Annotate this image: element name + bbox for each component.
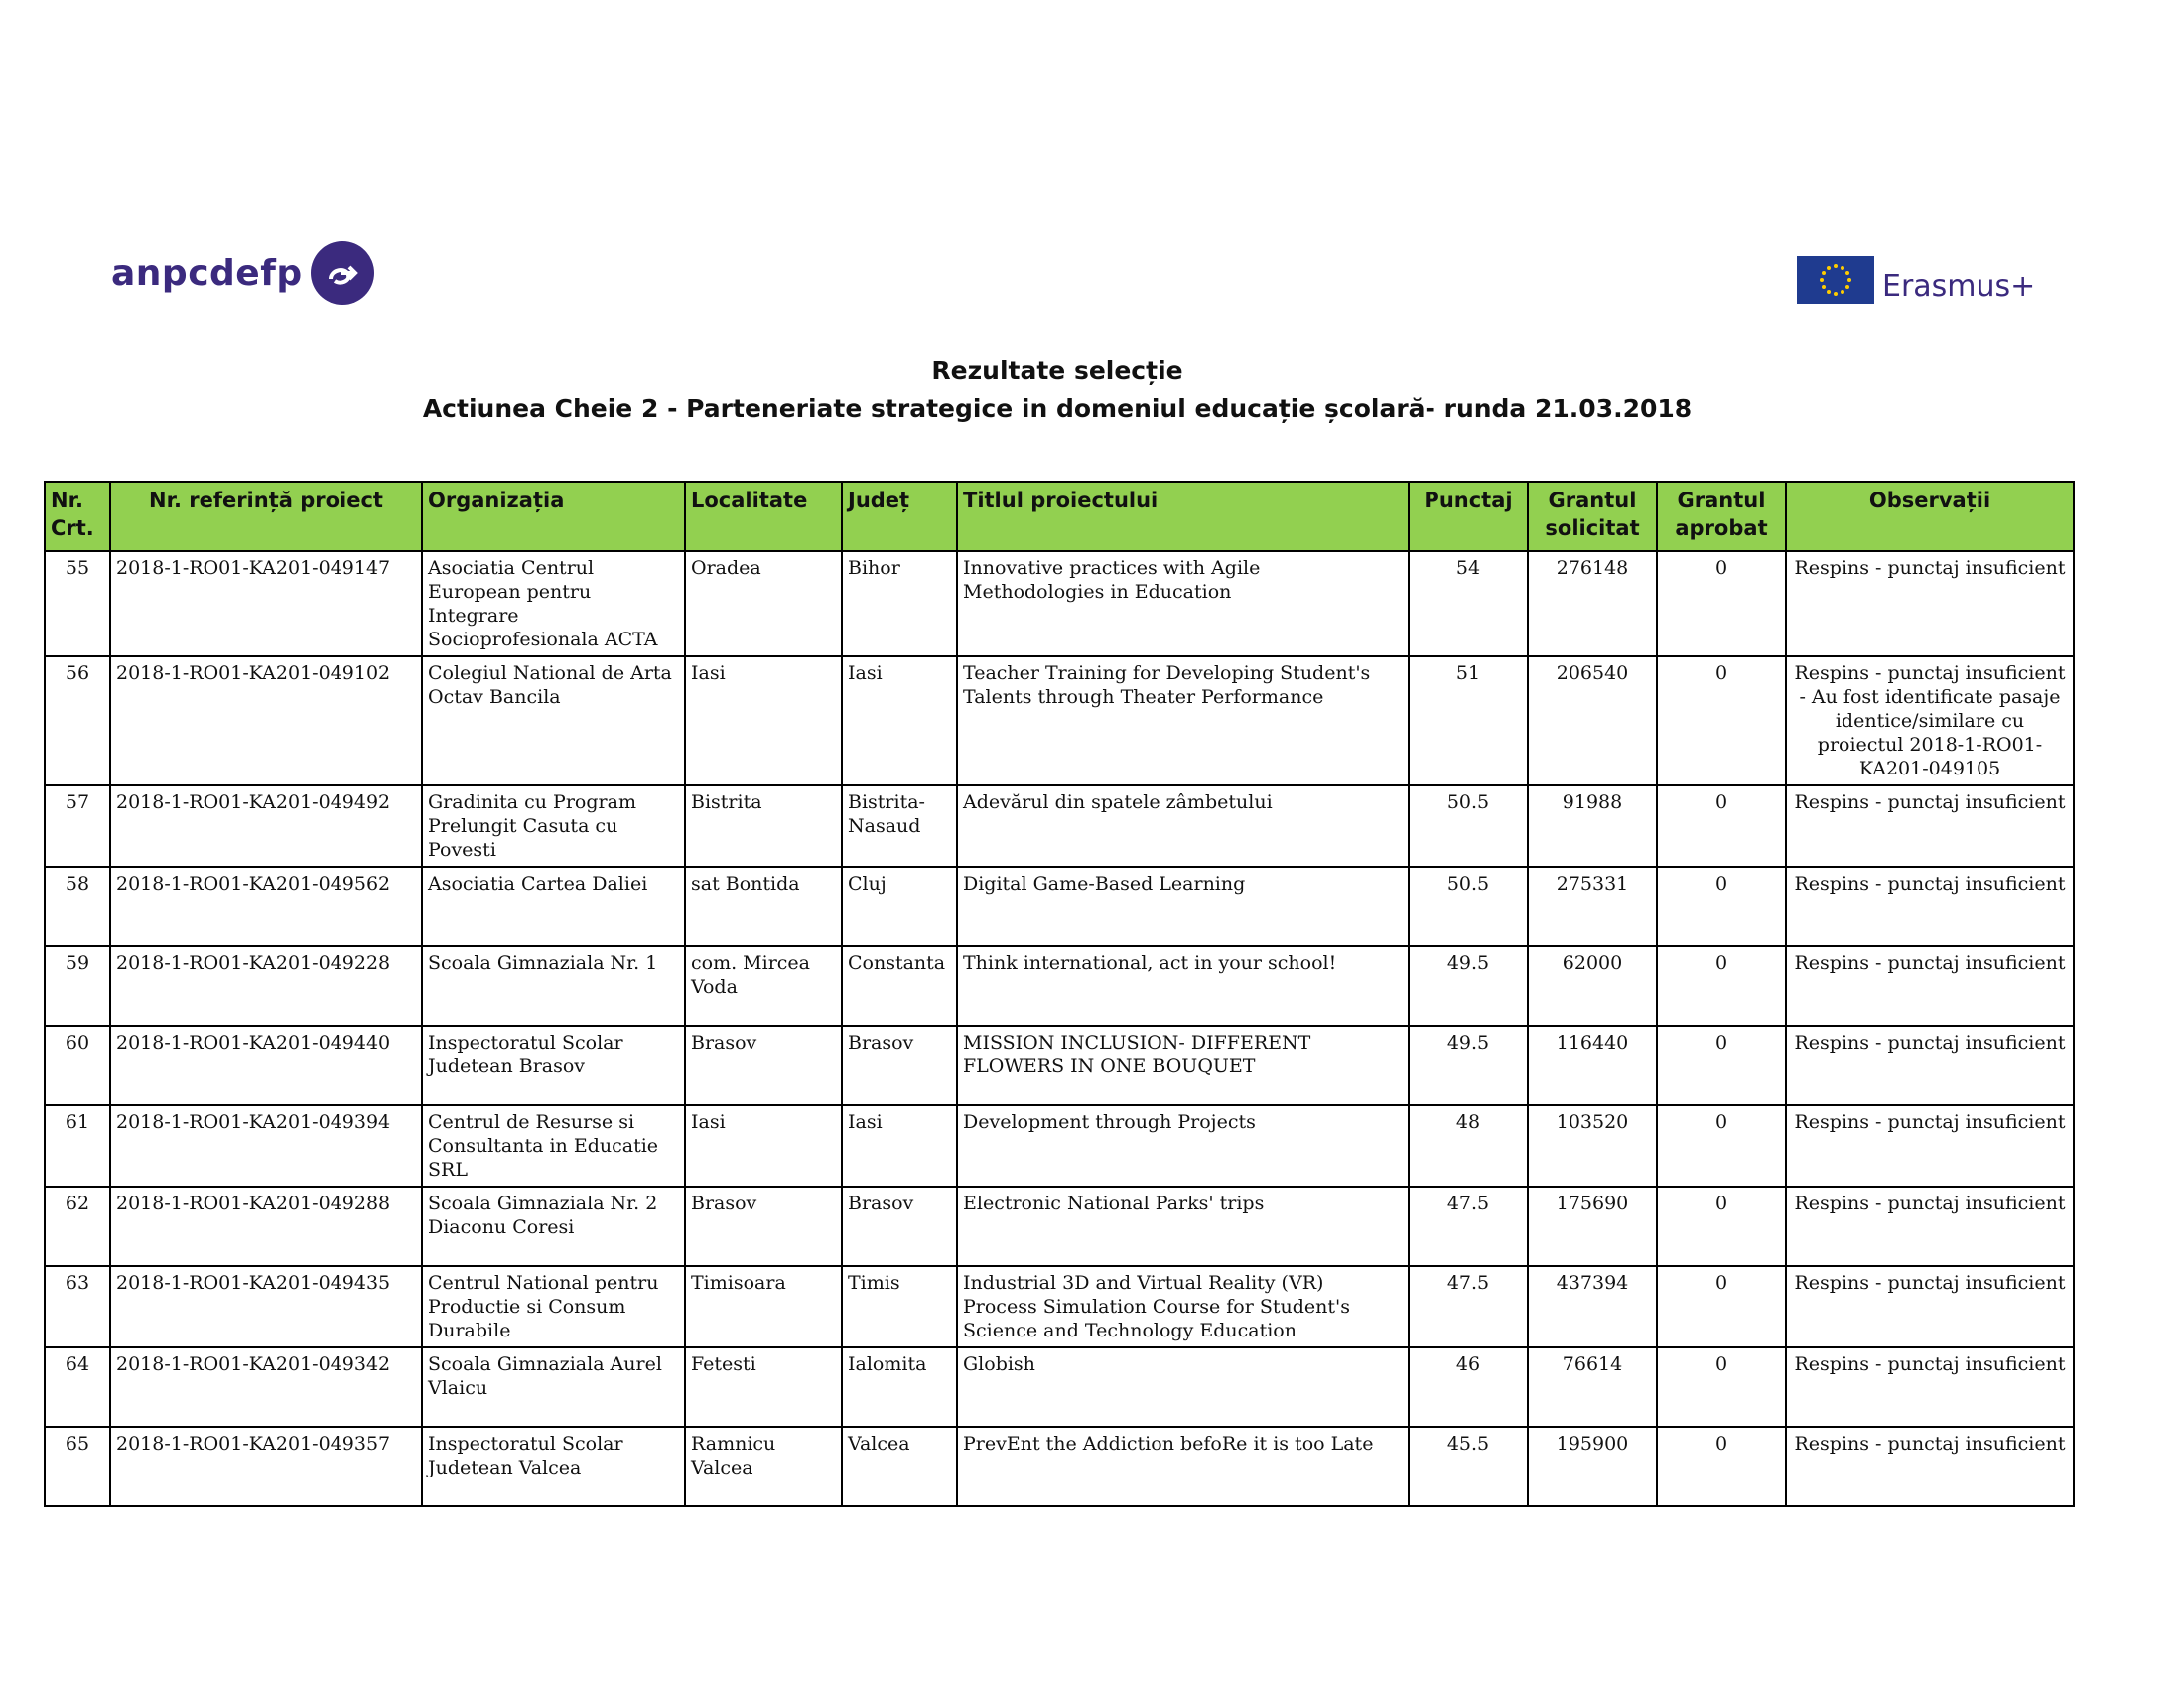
cell-titlu: MISSION INCLUSION- DIFFERENT FLOWERS IN ONE BOUQUET	[957, 1026, 1409, 1105]
cell-aprobat: 0	[1657, 867, 1786, 946]
cell-solicitat: 103520	[1528, 1105, 1657, 1187]
col-header-nr: Nr. Crt.	[45, 482, 110, 551]
table-row	[45, 1187, 2074, 1266]
cell-jud: Bihor	[842, 551, 957, 656]
cell-loc: Fetesti	[685, 1347, 842, 1427]
cell-nr: 58	[45, 867, 110, 946]
cell-titlu: Teacher Training for Developing Student's Talents through Theater Performance	[957, 656, 1409, 785]
cell-punctaj: 47.5	[1409, 1266, 1528, 1347]
cell-solicitat: 195900	[1528, 1427, 1657, 1506]
cell-aprobat: 0	[1657, 1347, 1786, 1427]
col-header-ref: Nr. referință proiect	[110, 482, 422, 551]
cell-nr: 64	[45, 1347, 110, 1427]
table-row	[45, 785, 2074, 867]
cell-punctaj: 51	[1409, 656, 1528, 785]
cell-loc: Brasov	[685, 1026, 842, 1105]
cell-org: Gradinita cu Program Prelungit Casuta cu Povesti	[422, 785, 685, 867]
cell-solicitat: 276148	[1528, 551, 1657, 656]
erasmus-wordmark: Erasmus+	[1882, 268, 2036, 304]
cell-nr: 56	[45, 656, 110, 785]
cell-ref: 2018-1-RO01-KA201-049342	[110, 1347, 422, 1427]
cell-ref: 2018-1-RO01-KA201-049492	[110, 785, 422, 867]
table-row	[45, 1105, 2074, 1187]
cell-punctaj: 49.5	[1409, 1026, 1528, 1105]
cell-ref: 2018-1-RO01-KA201-049288	[110, 1187, 422, 1266]
cell-obs: Respins - punctaj insuficient	[1786, 785, 2074, 867]
cell-jud: Cluj	[842, 867, 957, 946]
cell-jud: Brasov	[842, 1187, 957, 1266]
cell-obs: Respins - punctaj insuficient - Au fost identificate pasaje identice/similare cu proiectul 2018-1-RO01-KA201-049105	[1786, 656, 2074, 785]
cell-solicitat: 206540	[1528, 656, 1657, 785]
cell-titlu: Innovative practices with Agile Methodologies in Education	[957, 551, 1409, 656]
cell-aprobat: 0	[1657, 551, 1786, 656]
cell-obs: Respins - punctaj insuficient	[1786, 1105, 2074, 1187]
table-header-row	[45, 482, 2074, 551]
cell-loc: Iasi	[685, 1105, 842, 1187]
cell-obs: Respins - punctaj insuficient	[1786, 1187, 2074, 1266]
col-header-solicitat: Grantul solicitat	[1528, 482, 1657, 551]
cell-loc: Iasi	[685, 656, 842, 785]
cell-nr: 55	[45, 551, 110, 656]
title-line-2: Actiunea Cheie 2 - Parteneriate strategice in domeniul educație școlară- runda 21.03.2018	[422, 394, 1693, 423]
results-table	[44, 481, 2075, 1507]
table-row	[45, 1427, 2074, 1506]
cell-solicitat: 116440	[1528, 1026, 1657, 1105]
cell-jud: Bistrita-Nasaud	[842, 785, 957, 867]
cell-nr: 61	[45, 1105, 110, 1187]
cell-punctaj: 54	[1409, 551, 1528, 656]
col-header-loc: Localitate	[685, 482, 842, 551]
cell-aprobat: 0	[1657, 1105, 1786, 1187]
erasmus-logo	[1797, 256, 2035, 304]
cell-org: Asociatia Cartea Daliei	[422, 867, 685, 946]
cell-obs: Respins - punctaj insuficient	[1786, 551, 2074, 656]
cell-loc: sat Bontida	[685, 867, 842, 946]
cell-solicitat: 76614	[1528, 1347, 1657, 1427]
cell-punctaj: 48	[1409, 1105, 1528, 1187]
col-header-titlu: Titlul proiectului	[957, 482, 1409, 551]
cell-solicitat: 91988	[1528, 785, 1657, 867]
title-line-1: Rezultate selecție	[931, 356, 1183, 385]
cell-solicitat: 437394	[1528, 1266, 1657, 1347]
cell-ref: 2018-1-RO01-KA201-049357	[110, 1427, 422, 1506]
table-row	[45, 1347, 2074, 1427]
cell-ref: 2018-1-RO01-KA201-049435	[110, 1266, 422, 1347]
cell-aprobat: 0	[1657, 1427, 1786, 1506]
cell-org: Centrul de Resurse si Consultanta in Educatie SRL	[422, 1105, 685, 1187]
cell-nr: 57	[45, 785, 110, 867]
col-header-aprobat: Grantul aprobat	[1657, 482, 1786, 551]
cell-loc: Bistrita	[685, 785, 842, 867]
cell-aprobat: 0	[1657, 656, 1786, 785]
cell-punctaj: 49.5	[1409, 946, 1528, 1026]
cell-ref: 2018-1-RO01-KA201-049147	[110, 551, 422, 656]
cell-titlu: Digital Game-Based Learning	[957, 867, 1409, 946]
cell-loc: Brasov	[685, 1187, 842, 1266]
cell-jud: Iasi	[842, 656, 957, 785]
cell-ref: 2018-1-RO01-KA201-049562	[110, 867, 422, 946]
cell-jud: Brasov	[842, 1026, 957, 1105]
eu-flag-icon	[1797, 256, 1874, 304]
cell-org: Inspectoratul Scolar Judetean Valcea	[422, 1427, 685, 1506]
cell-punctaj: 45.5	[1409, 1427, 1528, 1506]
cell-ref: 2018-1-RO01-KA201-049394	[110, 1105, 422, 1187]
cell-titlu: Electronic National Parks' trips	[957, 1187, 1409, 1266]
cell-obs: Respins - punctaj insuficient	[1786, 1026, 2074, 1105]
cell-titlu: PrevEnt the Addiction befoRe it is too Late	[957, 1427, 1409, 1506]
cell-solicitat: 275331	[1528, 867, 1657, 946]
cell-titlu: Globish	[957, 1347, 1409, 1427]
cell-org: Scoala Gimnaziala Nr. 1	[422, 946, 685, 1026]
cell-org: Scoala Gimnaziala Nr. 2 Diaconu Coresi	[422, 1187, 685, 1266]
cell-titlu: Industrial 3D and Virtual Reality (VR) Process Simulation Course for Student's Science and Technology Education	[957, 1266, 1409, 1347]
anpcdefp-wordmark: anpcdefp	[111, 252, 303, 294]
table-row	[45, 867, 2074, 946]
col-header-obs: Observații	[1786, 482, 2074, 551]
cell-loc: com. Mircea Voda	[685, 946, 842, 1026]
cell-jud: Valcea	[842, 1427, 957, 1506]
cell-obs: Respins - punctaj insuficient	[1786, 1347, 2074, 1427]
table-row	[45, 1026, 2074, 1105]
cell-loc: Timisoara	[685, 1266, 842, 1347]
cell-org: Asociatia Centrul European pentru Integrare Socioprofesionala ACTA	[422, 551, 685, 656]
document-title	[0, 352, 2115, 428]
cell-obs: Respins - punctaj insuficient	[1786, 946, 2074, 1026]
cell-titlu: Development through Projects	[957, 1105, 1409, 1187]
cell-ref: 2018-1-RO01-KA201-049102	[110, 656, 422, 785]
cell-titlu: Adevărul din spatele zâmbetului	[957, 785, 1409, 867]
cell-org: Inspectoratul Scolar Judetean Brasov	[422, 1026, 685, 1105]
anpcdefp-logo	[111, 238, 374, 308]
anpcdefp-symbol-icon	[311, 241, 374, 305]
col-header-punctaj: Punctaj	[1409, 482, 1528, 551]
cell-punctaj: 47.5	[1409, 1187, 1528, 1266]
cell-aprobat: 0	[1657, 946, 1786, 1026]
cell-jud: Ialomita	[842, 1347, 957, 1427]
cell-org: Colegiul National de Arta Octav Bancila	[422, 656, 685, 785]
cell-aprobat: 0	[1657, 1187, 1786, 1266]
cell-obs: Respins - punctaj insuficient	[1786, 1427, 2074, 1506]
cell-aprobat: 0	[1657, 785, 1786, 867]
cell-nr: 60	[45, 1026, 110, 1105]
cell-org: Centrul National pentru Productie si Consum Durabile	[422, 1266, 685, 1347]
cell-solicitat: 175690	[1528, 1187, 1657, 1266]
cell-ref: 2018-1-RO01-KA201-049228	[110, 946, 422, 1026]
col-header-org: Organizația	[422, 482, 685, 551]
cell-nr: 59	[45, 946, 110, 1026]
cell-obs: Respins - punctaj insuficient	[1786, 1266, 2074, 1347]
cell-jud: Constanta	[842, 946, 957, 1026]
col-header-jud: Județ	[842, 482, 957, 551]
cell-nr: 65	[45, 1427, 110, 1506]
cell-nr: 63	[45, 1266, 110, 1347]
cell-titlu: Think international, act in your school!	[957, 946, 1409, 1026]
cell-ref: 2018-1-RO01-KA201-049440	[110, 1026, 422, 1105]
cell-solicitat: 62000	[1528, 946, 1657, 1026]
table-row	[45, 1266, 2074, 1347]
cell-aprobat: 0	[1657, 1026, 1786, 1105]
cell-jud: Iasi	[842, 1105, 957, 1187]
cell-punctaj: 50.5	[1409, 867, 1528, 946]
cell-org: Scoala Gimnaziala Aurel Vlaicu	[422, 1347, 685, 1427]
table-row	[45, 551, 2074, 656]
table-row	[45, 946, 2074, 1026]
cell-punctaj: 50.5	[1409, 785, 1528, 867]
cell-obs: Respins - punctaj insuficient	[1786, 867, 2074, 946]
cell-loc: Oradea	[685, 551, 842, 656]
table-row	[45, 656, 2074, 785]
cell-loc: Ramnicu Valcea	[685, 1427, 842, 1506]
cell-punctaj: 46	[1409, 1347, 1528, 1427]
cell-jud: Timis	[842, 1266, 957, 1347]
cell-aprobat: 0	[1657, 1266, 1786, 1347]
cell-nr: 62	[45, 1187, 110, 1266]
